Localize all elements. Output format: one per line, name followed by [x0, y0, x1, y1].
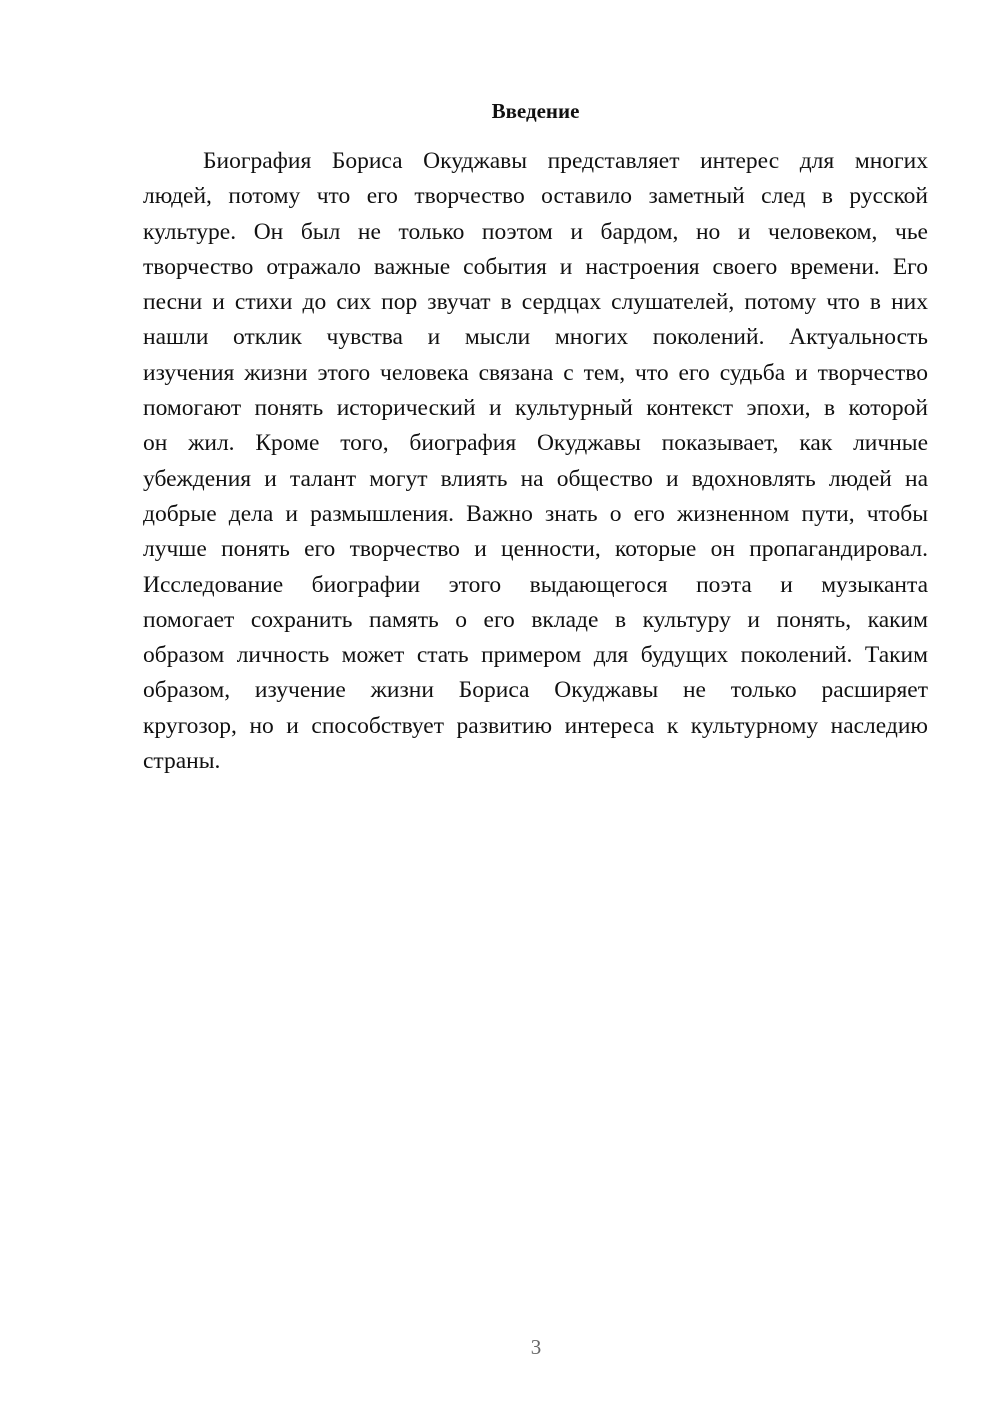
page-number: 3	[530, 1335, 542, 1359]
paragraph-line: изучения жизни этого человека связана с тем, что его судьба и творчество	[143, 359, 928, 386]
paragraph-line: добрые дела и размышления. Важно знать о его жизненном пути, чтобы	[143, 500, 928, 527]
paragraph-line: кругозор, но и способствует развитию интереса к культурному наследию	[143, 712, 928, 739]
body-paragraph	[143, 144, 928, 779]
paragraph-line: помогает сохранить память о его вкладе в культуру и понять, каким	[143, 606, 928, 633]
paragraph-line: песни и стихи до сих пор звучат в сердцах слушателей, потому что в них	[143, 289, 928, 316]
paragraph-line: он жил. Кроме того, биография Окуджавы показывает, как личные	[143, 430, 928, 457]
paragraph-line: страны.	[143, 748, 221, 775]
paragraph-line: образом личность может стать примером для будущих поколений. Таким	[143, 642, 928, 669]
paragraph-line: нашли отклик чувства и мысли многих поколений. Актуальность	[143, 324, 928, 351]
paragraph-line: убеждения и талант могут влиять на общество и вдохновлять людей на	[143, 465, 928, 492]
paragraph-line: образом, изучение жизни Бориса Окуджавы не только расширяет	[143, 677, 928, 704]
paragraph-line: творчество отражало важные события и настроения своего времени. Его	[143, 253, 928, 280]
paragraph-line: Исследование биографии этого выдающегося поэта и музыканта	[143, 571, 928, 598]
paragraph-line: Биография Бориса Окуджавы представляет интерес для многих	[203, 148, 928, 174]
paragraph-line: людей, потому что его творчество оставило заметный след в русской	[143, 183, 928, 210]
paragraph-line: лучше понять его творчество и ценности, которые он пропагандировал.	[143, 536, 928, 563]
paragraph-line: культуре. Он был не только поэтом и бардом, но и человеком, чье	[143, 218, 928, 245]
paragraph-line: помогают понять исторический и культурный контекст эпохи, в которой	[143, 395, 928, 422]
section-heading: Введение	[491, 99, 580, 123]
